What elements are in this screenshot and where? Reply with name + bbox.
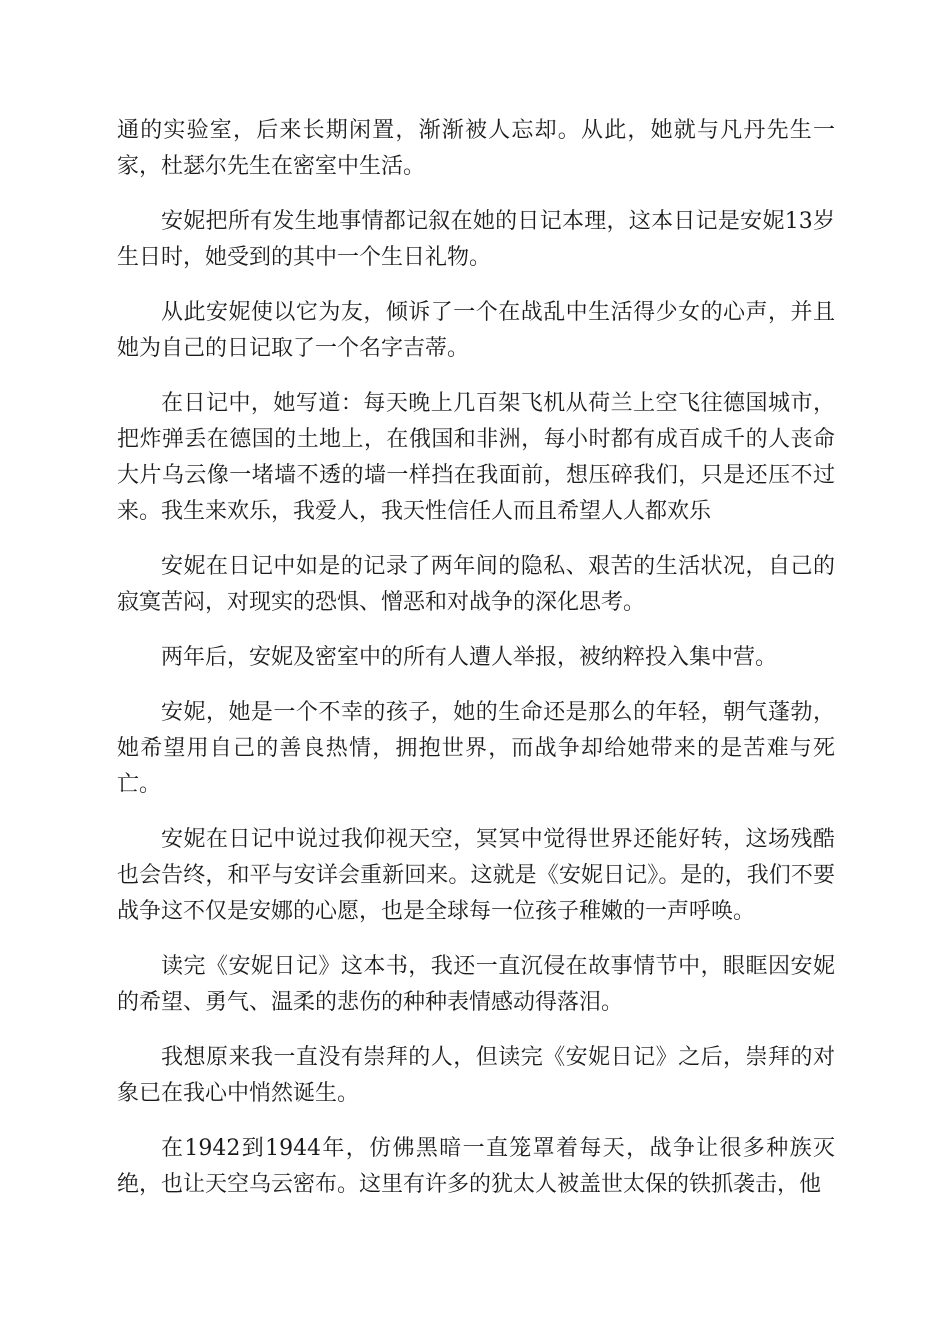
paragraph-7: 安妮，她是一个不幸的孩子，她的生命还是那么的年轻，朝气蓬勃，她希望用自己的善良热情，拥抱世界，而战争却给她带来的是苦难与死亡。 xyxy=(117,700,835,797)
paragraph-5: 安妮在日记中如是的记录了两年间的隐私、艰苦的生活状况，自己的寂寞苦闷，对现实的恐惧、憎恶和对战争的深化思考。 xyxy=(117,554,835,615)
paragraph-9: 读完《安妮日记》这本书，我还一直沉侵在故事情节中，眼眶因安妮的希望、勇气、温柔的悲伤的种种表情感动得落泪。 xyxy=(117,954,835,1015)
paragraph-4: 在日记中，她写道：每天晚上几百架飞机从荷兰上空飞往德国城市，把炸弹丢在德国的土地上，在俄国和非洲，每小时都有成百成千的人丧命大片乌云像一堵墙不透的墙一样挡在我面前，想压碎我们，只是还压不过来。我生来欢乐，我爱人，我天性信任人而且希望人人都欢乐 xyxy=(117,391,835,524)
paragraph-2: 安妮把所有发生地事情都记叙在她的日记本理，这本日记是安妮13岁生日时，她受到的其中一个生日礼物。 xyxy=(117,209,835,270)
paragraph-8: 安妮在日记中说过我仰视天空，冥冥中觉得世界还能好转，这场残酷也会告终，和平与安详会重新回来。这就是《安妮日记》。是的，我们不要战争这不仅是安娜的心愿，也是全球每一位孩子稚嫩的一声呼唤。 xyxy=(117,827,835,924)
paragraph-3: 从此安妮使以它为友，倾诉了一个在战乱中生活得少女的心声，并且她为自己的日记取了一个名字吉蒂。 xyxy=(117,300,835,361)
essay-body xyxy=(117,113,835,1222)
paragraph-11: 在1942到1944年，仿佛黑暗一直笼罩着每天，战争让很多种族灭绝，也让天空乌云密布。这里有许多的犹太人被盖世太保的铁抓袭击，他 xyxy=(117,1136,835,1197)
paragraph-6: 两年后，安妮及密室中的所有人遭人举报，被纳粹投入集中营。 xyxy=(161,645,778,670)
paragraph-1: 通的实验室，后来长期闲置，渐渐被人忘却。从此，她就与凡丹先生一家，杜瑟尔先生在密室中生活。 xyxy=(117,118,835,179)
paragraph-10: 我想原来我一直没有崇拜的人，但读完《安妮日记》之后，崇拜的对象已在我心中悄然诞生。 xyxy=(117,1045,835,1106)
